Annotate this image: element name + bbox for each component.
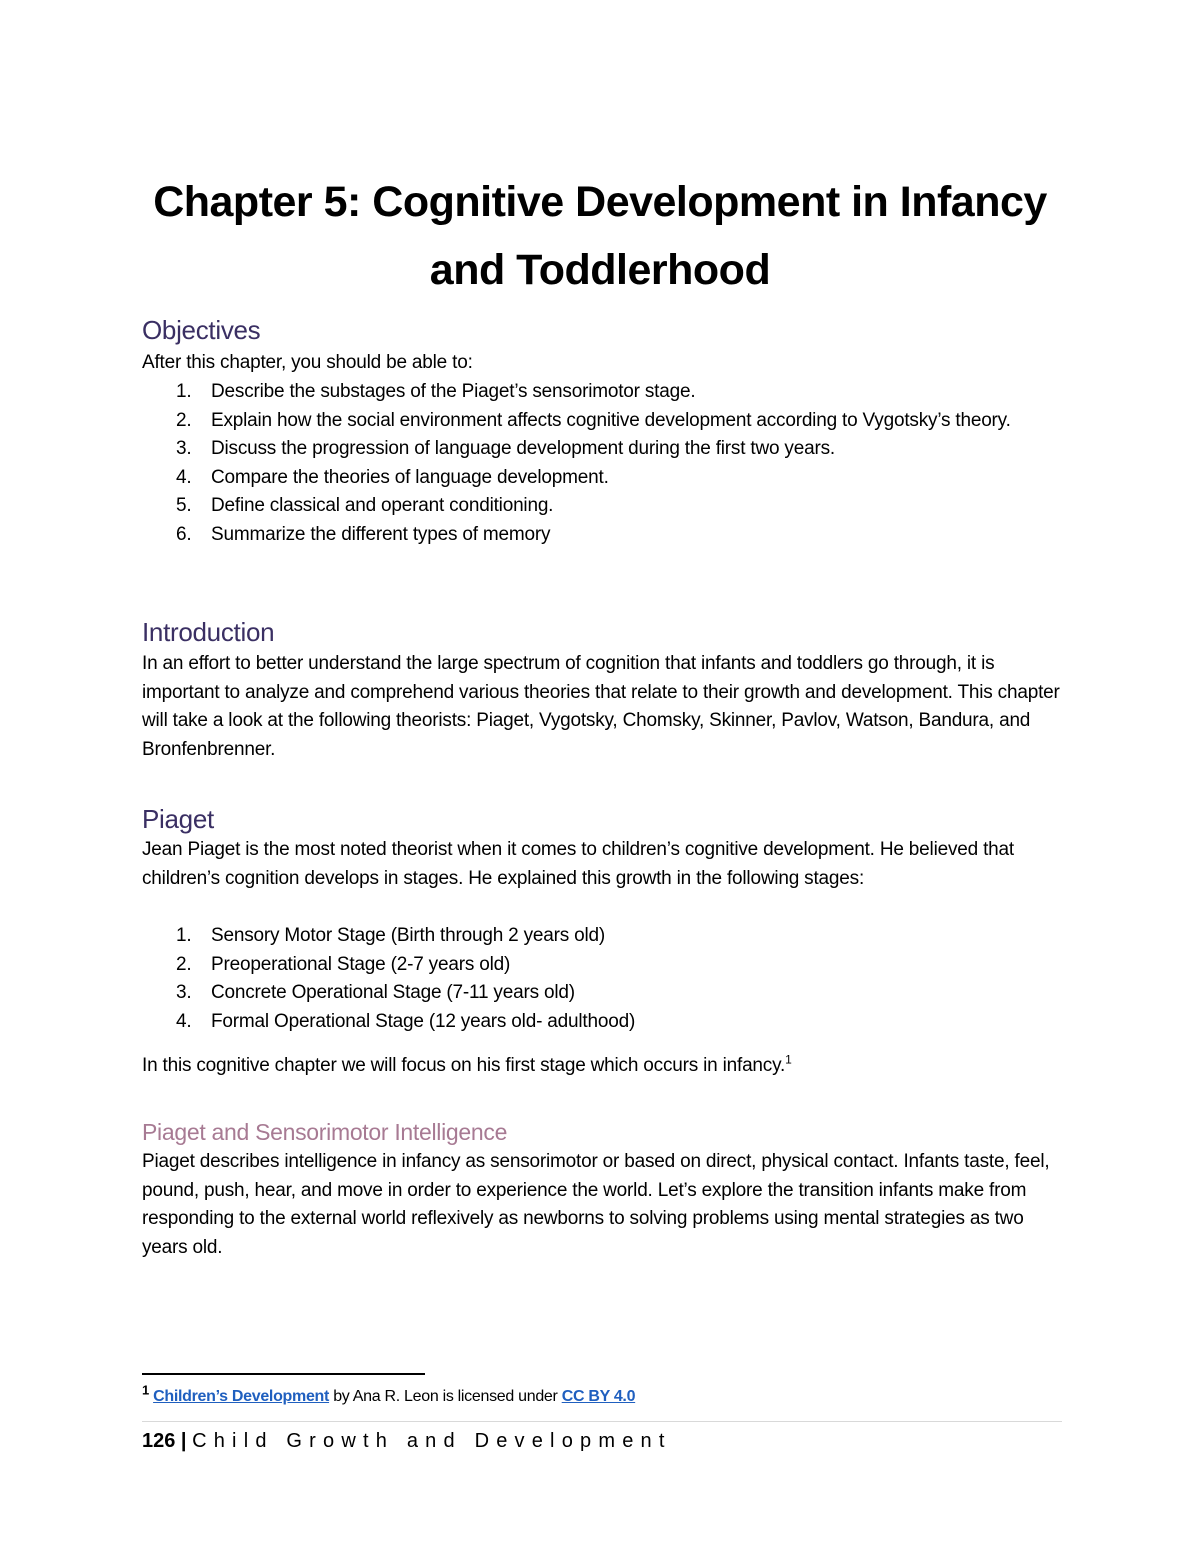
list-item: [142, 435, 1062, 464]
list-text: Sensory Motor Stage (Birth through 2 years old): [211, 925, 606, 946]
list-text: Explain how the social environment affects cognitive development according to Vygotsky’s theory.: [211, 409, 1011, 431]
list-number: 4.: [176, 466, 192, 488]
piaget-heading: Piaget: [142, 804, 214, 834]
list-text: Concrete Operational Stage (7-11 years old): [211, 982, 575, 1004]
piaget-stages-list: [142, 922, 1062, 1036]
piaget-body: Jean Piaget is the most noted theorist when it comes to children’s cognitive development. He believed that children’s cognition develops in stages. He explained this growth in the following stages:: [142, 839, 1014, 889]
chapter-title-line1: Chapter 5: Cognitive Development in Infancy: [153, 178, 1047, 226]
list-number: 6.: [176, 523, 192, 545]
footnote-text: by Ana R. Leon is licensed under: [329, 1388, 562, 1405]
list-item: [142, 951, 1062, 980]
sensorimotor-heading: Piaget and Sensorimotor Intelligence: [142, 1119, 508, 1145]
footnote-reference[interactable]: 1: [785, 1052, 792, 1067]
list-text: Compare the theories of language development.: [211, 466, 609, 488]
list-number: 3.: [176, 438, 192, 460]
chapter-title-line2: and Toddlerhood: [429, 246, 771, 294]
list-text: Formal Operational Stage (12 years old- adulthood): [211, 1010, 636, 1032]
list-number: 2.: [176, 409, 192, 431]
list-number: 5.: [176, 495, 192, 517]
list-item: [142, 407, 1062, 436]
list-text: Preoperational Stage (2-7 years old): [211, 953, 511, 975]
footnote-marker: 1: [142, 1382, 149, 1398]
cc-by-license-link[interactable]: CC BY 4.0: [561, 1388, 636, 1405]
chapter-title: [120, 168, 1080, 304]
footnote: [142, 1384, 635, 1410]
list-item: [142, 464, 1062, 493]
list-text: Discuss the progression of language development during the first two years.: [211, 438, 835, 460]
footnote-separator: [142, 1373, 425, 1375]
list-number: 4.: [176, 1010, 192, 1032]
sensorimotor-body: Piaget describes intelligence in infancy as sensorimotor or based on direct, physical contact. Infants taste, feel, pound, push, hear, and move in order to experience the world. Let’s explore the transition infants make from responding to the external world reflexively as newborns to solving problems using mental strategies as two years old.: [142, 1151, 1050, 1258]
objectives-heading: Objectives: [142, 315, 261, 345]
list-number: 3.: [176, 982, 192, 1004]
list-item: [142, 979, 1062, 1008]
list-text: Define classical and operant conditioning.: [211, 495, 554, 517]
page-number: 126: [142, 1430, 176, 1452]
book-title: Child Growth and Development: [192, 1430, 672, 1452]
list-item: [142, 378, 1062, 407]
list-number: 2.: [176, 953, 192, 975]
list-text: Summarize the different types of memory: [211, 523, 551, 545]
footer-divider: [142, 1421, 1062, 1422]
list-item: [142, 922, 1062, 951]
list-item: [142, 521, 1062, 550]
piaget-focus-text: In this cognitive chapter we will focus on his first stage which occurs in infancy.: [142, 1055, 786, 1076]
objectives-list: [142, 378, 1062, 550]
piaget-focus: [142, 1052, 1062, 1081]
list-text: Describe the substages of the Piaget’s sensorimotor stage.: [211, 381, 696, 402]
childrens-development-link[interactable]: Children’s Development: [153, 1388, 330, 1405]
list-item: [142, 1008, 1062, 1037]
introduction-body: In an effort to better understand the large spectrum of cognition that infants and toddlers go through, it is important to analyze and comprehend various theories that relate to their growth and development. This chapter will take a look at the following theorists: Piaget, Vygotsky, Chomsky, Skinner, Pavlov, Watson, Bandura, and Bronfenbrenner.: [142, 653, 1060, 760]
introduction-heading: Introduction: [142, 617, 275, 647]
footer-separator: |: [175, 1430, 193, 1452]
list-item: [142, 492, 1062, 521]
list-number: 1.: [176, 381, 192, 402]
objectives-intro: After this chapter, you should be able to:: [142, 352, 473, 373]
list-number: 1.: [176, 925, 192, 946]
page-footer: [142, 1427, 672, 1455]
